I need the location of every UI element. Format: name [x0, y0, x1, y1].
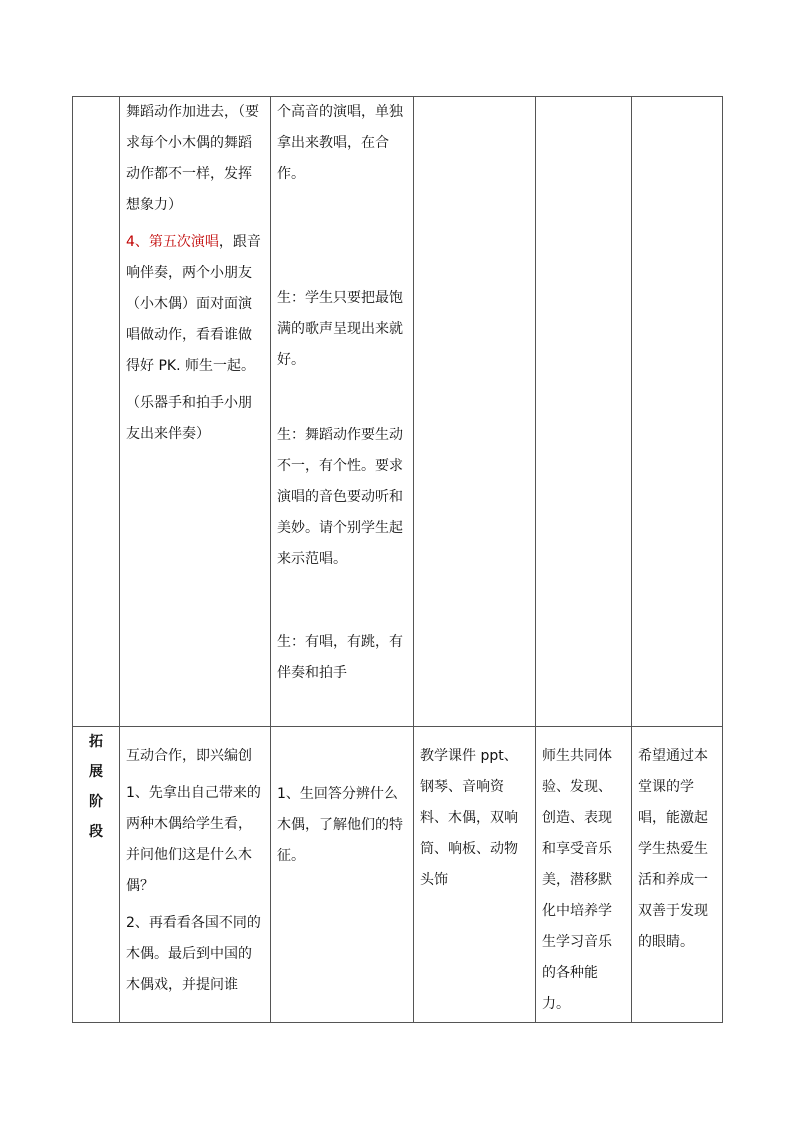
intent-paragraph: 师生共同体验、发现、创造、表现和享受音乐美，潜移默化中培养学生学习音乐的各种能力。 [542, 748, 612, 1012]
student-paragraph: 生：舞蹈动作要生动不一，有个性。要求演唱的音色要动听和美妙。请个别学生起来示范唱。 [277, 427, 403, 567]
teaching-process-cell [120, 727, 271, 1023]
teaching-process-cell [120, 97, 271, 727]
process-paragraph: 1、先拿出自己带来的两种木偶给学生看，并问他们这是什么木偶？ [126, 785, 261, 894]
process-text: ，跟音响伴奏，两个小朋友（小木偶）面对面演唱做动作，看看谁做得好 PK. 师生一起。 [126, 234, 261, 374]
table-row [73, 727, 723, 1023]
process-paragraph [126, 227, 264, 382]
table-row [73, 97, 723, 727]
goal-cell [632, 97, 723, 727]
intent-cell [536, 97, 632, 727]
stage-char: 展 [89, 764, 103, 780]
media-paragraph: 教学课件 ppt、钢琴、音响资料、木偶，双响筒、响板、动物头饰 [420, 748, 518, 888]
lesson-plan-table [72, 96, 723, 1023]
student-activity-cell [271, 97, 414, 727]
student-paragraph: 1、生回答分辨什么木偶，了解他们的特征。 [277, 786, 403, 864]
student-paragraph: 生：学生只要把最饱满的歌声呈现出来就好。 [277, 290, 403, 368]
student-paragraph: 个高音的演唱，单独拿出来教唱，在合作。 [277, 104, 403, 182]
stage-char: 拓 [89, 734, 103, 750]
intent-cell [536, 727, 632, 1023]
process-paragraph: （乐器手和拍手小朋友出来伴奏） [126, 395, 252, 442]
stage-label [73, 727, 120, 1023]
highlight-text: 4、第五次演唱 [126, 234, 219, 250]
media-cell [414, 97, 536, 727]
stage-char: 段 [89, 824, 103, 840]
process-paragraph: 舞蹈动作加进去，（要求每个小木偶的舞蹈动作都不一样，发挥想象力） [126, 104, 259, 213]
student-paragraph: 生：有唱，有跳，有伴奏和拍手 [277, 634, 403, 681]
stage-cell [73, 97, 120, 727]
media-cell [414, 727, 536, 1023]
process-paragraph: 2、再看看各国不同的木偶。最后到中国的木偶戏，并提问谁 [126, 915, 261, 993]
goal-cell [632, 727, 723, 1023]
goal-paragraph: 希望通过本堂课的学唱，能激起学生热爱生活和养成一双善于发现的眼睛。 [638, 748, 708, 950]
stage-char: 阶 [89, 794, 103, 810]
student-activity-cell [271, 727, 414, 1023]
process-paragraph: 互动合作，即兴编创 [126, 748, 252, 764]
